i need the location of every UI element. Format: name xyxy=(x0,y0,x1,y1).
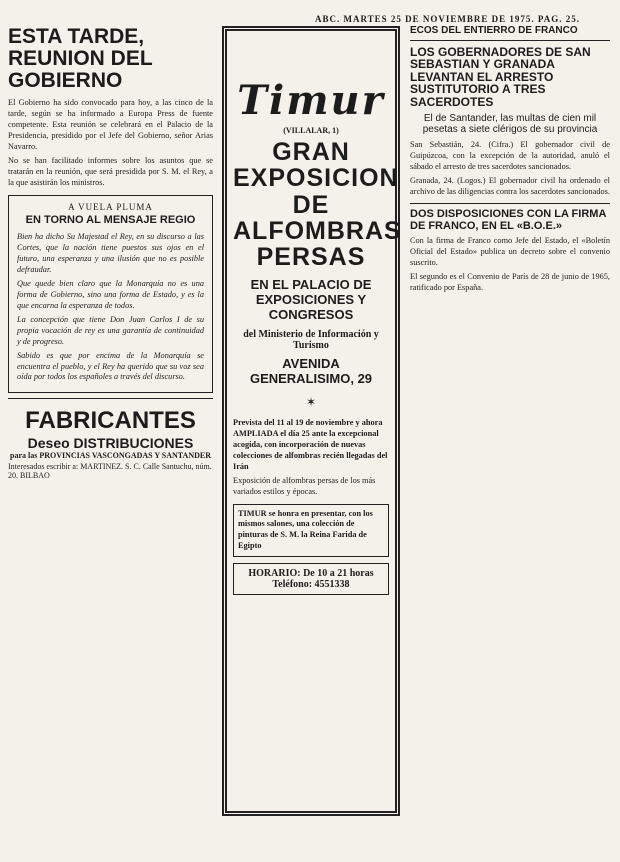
column-box xyxy=(8,195,213,394)
divider xyxy=(410,203,610,204)
right-column xyxy=(410,26,610,297)
star-icon: ✶ xyxy=(305,394,317,409)
paragraph: No se han facilitado informes sobre los asuntos que se tratarán en la reunión, que será presidida por S. M. el Rey, a la que asistirán los ministros. xyxy=(8,155,213,187)
ad-hours: HORARIO: De 10 a 21 horas xyxy=(248,568,374,580)
ad-inset xyxy=(233,504,389,558)
headline: LOS GOBERNADORES DE SAN SEBASTIAN Y GRANADA LEVANTAN EL ARRESTO SUSTITUTORIO A TRES SACERDOTES xyxy=(410,44,591,109)
paragraph: La concepción que tiene Don Juan Carlos I de su propia vocación de rey es una garantía de continuidad y de progreso. xyxy=(17,314,204,346)
headline: DOS DISPOSICIONES CON LA FIRMA DE FRANCO, EN EL «B.O.E.» xyxy=(410,208,606,232)
paragraph: El Gobierno ha sido convocado para hoy, a las cinco de la tarde, según se ha informado a Europa Press de fuente competente. Esta reunión se celebrará en el Palacio de la Presidencia, presidido por el Jefe del Gobierno, señor Arias Navarro. xyxy=(8,98,213,151)
ad-venue: EN EL PALACIO DE EXPOSICIONES Y CONGRESOS xyxy=(250,277,372,323)
ad-line: Deseo DISTRIBUCIONES xyxy=(27,435,194,452)
ad-text: Exposición de alfombras persas de los más variados estilos y épocas. xyxy=(233,475,376,496)
left-column xyxy=(8,26,213,480)
paragraph: Con la firma de Franco como Jefe del Estado, el «Boletín Oficial del Estado» publica un decreto sobre el convenio suscrito. xyxy=(410,236,610,268)
timur-advertisement xyxy=(222,26,400,816)
paragraph: Bien ha dicho Su Majestad el Rey, en su discurso a las Cortes, que la nación tiene puestos sus ojos en el futuro, una esperanza y una ilusión que no es posible defraudar. xyxy=(17,232,204,274)
paragraph: Sabido es que por encima de la Monarquía se encuentra el pueblo, y el Rey ha querido que su voz sea oída por todos los españoles a través del discurso. xyxy=(17,350,204,382)
headline: ESTA TARDE, REUNION DEL GOBIERNO xyxy=(8,25,153,93)
section-title: ECOS DEL ENTIERRO DE FRANCO xyxy=(410,26,610,41)
ad-place: (VILLALAR, 1) xyxy=(283,126,339,135)
article-body xyxy=(8,98,213,189)
ad-title: FABRICANTES xyxy=(25,407,196,435)
paragraph: Que quede bien claro que la Monarquía no es una forma de Gobierno, sino una forma de Estado, y es la que encarna la esperanza de todos. xyxy=(17,278,204,310)
middle-column xyxy=(222,26,400,816)
ad-line: para las PROVINCIAS VASCONGADAS Y SANTANDER xyxy=(10,451,211,461)
box-title: EN TORNO AL MENSAJE REGIO xyxy=(25,213,196,226)
ad-ministry: del Ministerio de Información y Turismo xyxy=(243,329,379,352)
paragraph: Granada, 24. (Logos.) El gobernador civil ha ordenado el archivo de las diligencias contra los sacerdotes sancionados. xyxy=(410,176,610,197)
ad-text: TIMUR se honra en presentar, con los mismos salones, una colección de pinturas de S. M. la Reina Farida de Egipto xyxy=(238,508,373,551)
brand-logo: Timur xyxy=(237,77,385,124)
ad-main-title: GRAN EXPOSICION DE ALFOMBRAS PERSAS xyxy=(233,138,402,271)
ad-phone: Teléfono: 4551338 xyxy=(272,579,350,591)
ad-line: Interesados escribir a: MARTINEZ. S. C. Calle Santuchu, núm. 20. BILBAO xyxy=(8,462,212,481)
ad-address: AVENIDA GENERALISIMO, 29 xyxy=(249,356,373,386)
subheadline: El de Santander, las multas de cien mil pesetas a siete clérigos de su provincia xyxy=(422,113,598,136)
paragraph: El segundo es el Convenio de París de 28 de junio de 1965, ratificado por España. xyxy=(410,272,610,292)
classified-ad xyxy=(8,407,213,480)
page-header: ABC. MARTES 25 DE NOVIEMBRE DE 1975. PAG. 25. xyxy=(314,14,580,24)
ad-text: Prevista del 11 al 19 de noviembre y ahora AMPLIADA el día 25 ante la excepcional acogida, con incorporación de nuevas colecciones de alfombras recién llegadas del Irán xyxy=(233,417,388,471)
box-kicker: A VUELA PLUMA xyxy=(68,201,153,212)
divider xyxy=(8,398,213,399)
paragraph: San Sebastián, 24. (Cifra.) El gobernador civil de Guipúzcoa, con la excepción de la autoridad, anuló el sábado el arresto de tres sacerdotes sancionados. xyxy=(410,140,610,172)
ad-hours-box xyxy=(233,563,389,595)
